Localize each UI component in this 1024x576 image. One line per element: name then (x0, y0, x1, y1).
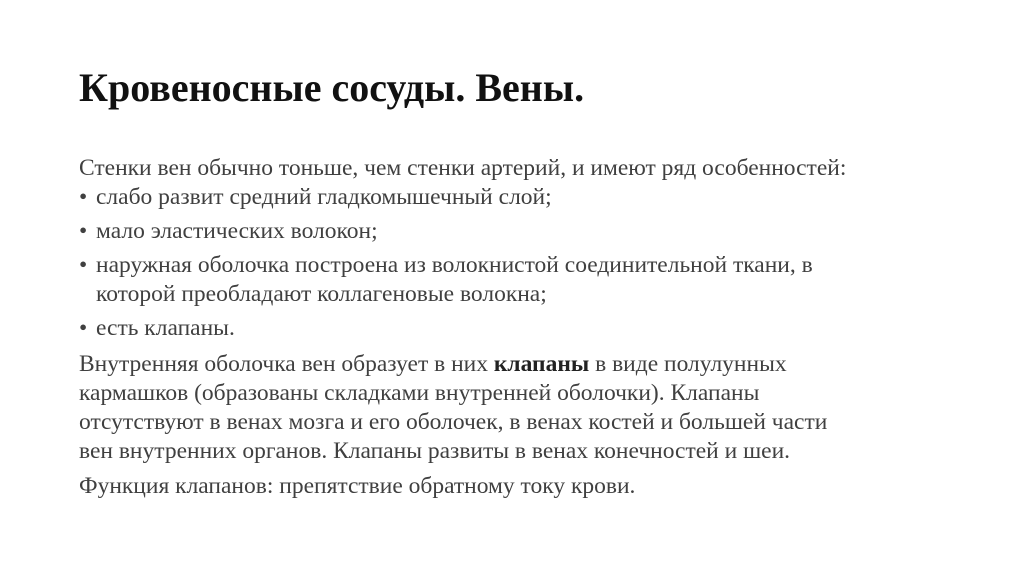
bullet-marker: • (79, 252, 88, 278)
bullet-text: слабо развит средний гладкомышечный слой; (96, 184, 552, 210)
bullet-marker: • (79, 218, 88, 244)
slide-title: Кровеносные сосуды. Вены. (79, 65, 585, 110)
slide-body (79, 154, 959, 501)
bullet-text: мало эластических волокон; (96, 218, 378, 244)
bullet-item (79, 183, 959, 212)
intro-paragraph: Стенки вен обычно тоньше, чем стенки артерий, и имеют ряд особенностей: (79, 155, 847, 181)
bullet-item (79, 217, 959, 246)
bullet-text: есть клапаны. (96, 315, 235, 341)
paragraph-text: Внутренняя оболочка вен образует в них (79, 351, 494, 377)
bullet-item (79, 314, 959, 343)
bullet-text-line: которой преобладают коллагеновые волокна; (96, 281, 547, 307)
paragraph-text: в виде полулунных (589, 351, 787, 377)
bullet-text-line: наружная оболочка построена из волокнистой соединительной ткани, в (96, 252, 813, 278)
function-paragraph: Функция клапанов: препятствие обратному току крови. (79, 473, 636, 499)
valves-paragraph (79, 350, 959, 466)
paragraph-text: кармашков (образованы складками внутренней оболочки). Клапаны (79, 380, 760, 406)
bullet-list (79, 183, 959, 343)
emphasis-term: клапаны (493, 351, 590, 377)
bullet-marker: • (79, 184, 88, 210)
bullet-marker: • (79, 315, 88, 341)
bullet-item (79, 251, 959, 309)
paragraph-text: отсутствуют в венах мозга и его оболочек, в венах костей и большей части (79, 409, 828, 435)
paragraph-text: вен внутренних органов. Клапаны развиты в венах конечностей и шеи. (79, 438, 791, 464)
